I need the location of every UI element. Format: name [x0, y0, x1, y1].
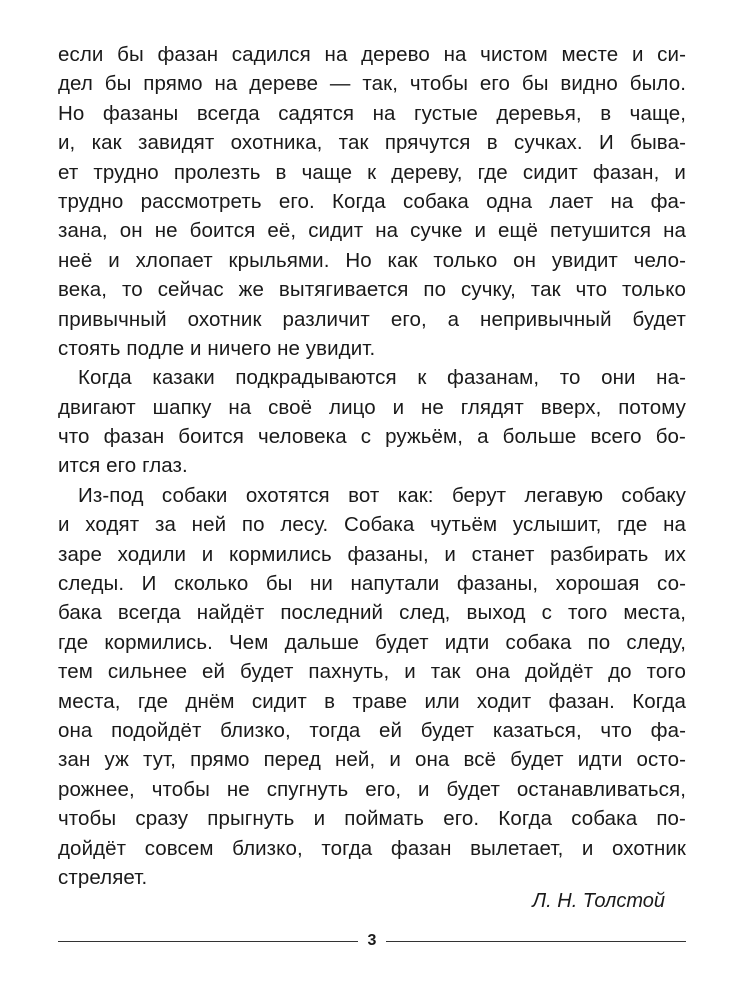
text-line: дойдёт совсем близко, тогда фазан вылетает, и охотник	[58, 836, 686, 860]
text-line: заре ходили и кормились фазаны, и станет разбирать их	[58, 542, 686, 566]
text-line: неё и хлопает крыльями. Но как только он увидит чело-	[58, 248, 686, 272]
footer-rule-left	[58, 941, 358, 942]
text-line: трудно рассмотреть его. Когда собака одна лает на фа-	[58, 189, 686, 213]
text-line: Из-под собаки охотятся вот как: берут легавую собаку	[78, 483, 686, 507]
page-footer	[58, 931, 686, 951]
text-line: стреляет.	[58, 865, 148, 889]
text-line: следы. И сколько бы ни напутали фазаны, хорошая со-	[58, 572, 686, 596]
text-line: места, где днём сидит в траве или ходит фазан. Когда	[58, 689, 686, 713]
text-line: что фазан боится человека с ружьём, а больше всего бо-	[58, 425, 686, 449]
text-line: и ходят за ней по лесу. Собака чутьём услышит, где на	[58, 513, 686, 537]
footer-rule-right	[386, 941, 686, 942]
text-line: дел бы прямо на дереве — так, чтобы его бы видно было.	[58, 72, 686, 96]
page-number: 3	[367, 932, 377, 949]
text-line: ет трудно пролезть в чаще к дереву, где сидит фазан, и	[58, 160, 686, 184]
text-line: где кормились. Чем дальше будет идти собака по следу,	[58, 630, 686, 654]
text-line: зана, он не боится её, сидит на сучке и ещё петушится на	[58, 219, 686, 243]
text-line: ится его глаз.	[58, 454, 188, 478]
text-line: Когда казаки подкрадываются к фазанам, то они на-	[78, 366, 686, 390]
text-line: бака всегда найдёт последний след, выход с того места,	[58, 601, 686, 625]
text-line: века, то сейчас же вытягивается по сучку, так что только	[58, 278, 686, 302]
text-line: стоять подле и ничего не увидит.	[58, 336, 376, 360]
text-line: рожнее, чтобы не спугнуть его, и будет останавливаться,	[58, 777, 686, 801]
text-line: чтобы сразу прыгнуть и поймать его. Когда собака по-	[58, 807, 686, 831]
story-text	[58, 40, 686, 892]
text-line: и, как завидят охотника, так прячутся в сучках. И быва-	[58, 131, 686, 155]
text-line: привычный охотник различит его, а непривычный будет	[58, 307, 686, 331]
text-line: зан уж тут, прямо перед ней, и она всё будет идти осто-	[58, 748, 686, 772]
author-signature: Л. Н. Толстой	[532, 890, 665, 912]
text-line: тем сильнее ей будет пахнуть, и так она дойдёт до того	[58, 660, 686, 684]
text-line: двигают шапку на своё лицо и не глядят вверх, потому	[58, 395, 686, 419]
text-line: если бы фазан садился на дерево на чистом месте и си-	[58, 43, 686, 66]
text-line: она подойдёт близко, тогда ей будет казаться, что фа-	[58, 718, 686, 742]
text-line: Но фазаны всегда садятся на густые деревья, в чаще,	[58, 101, 686, 125]
